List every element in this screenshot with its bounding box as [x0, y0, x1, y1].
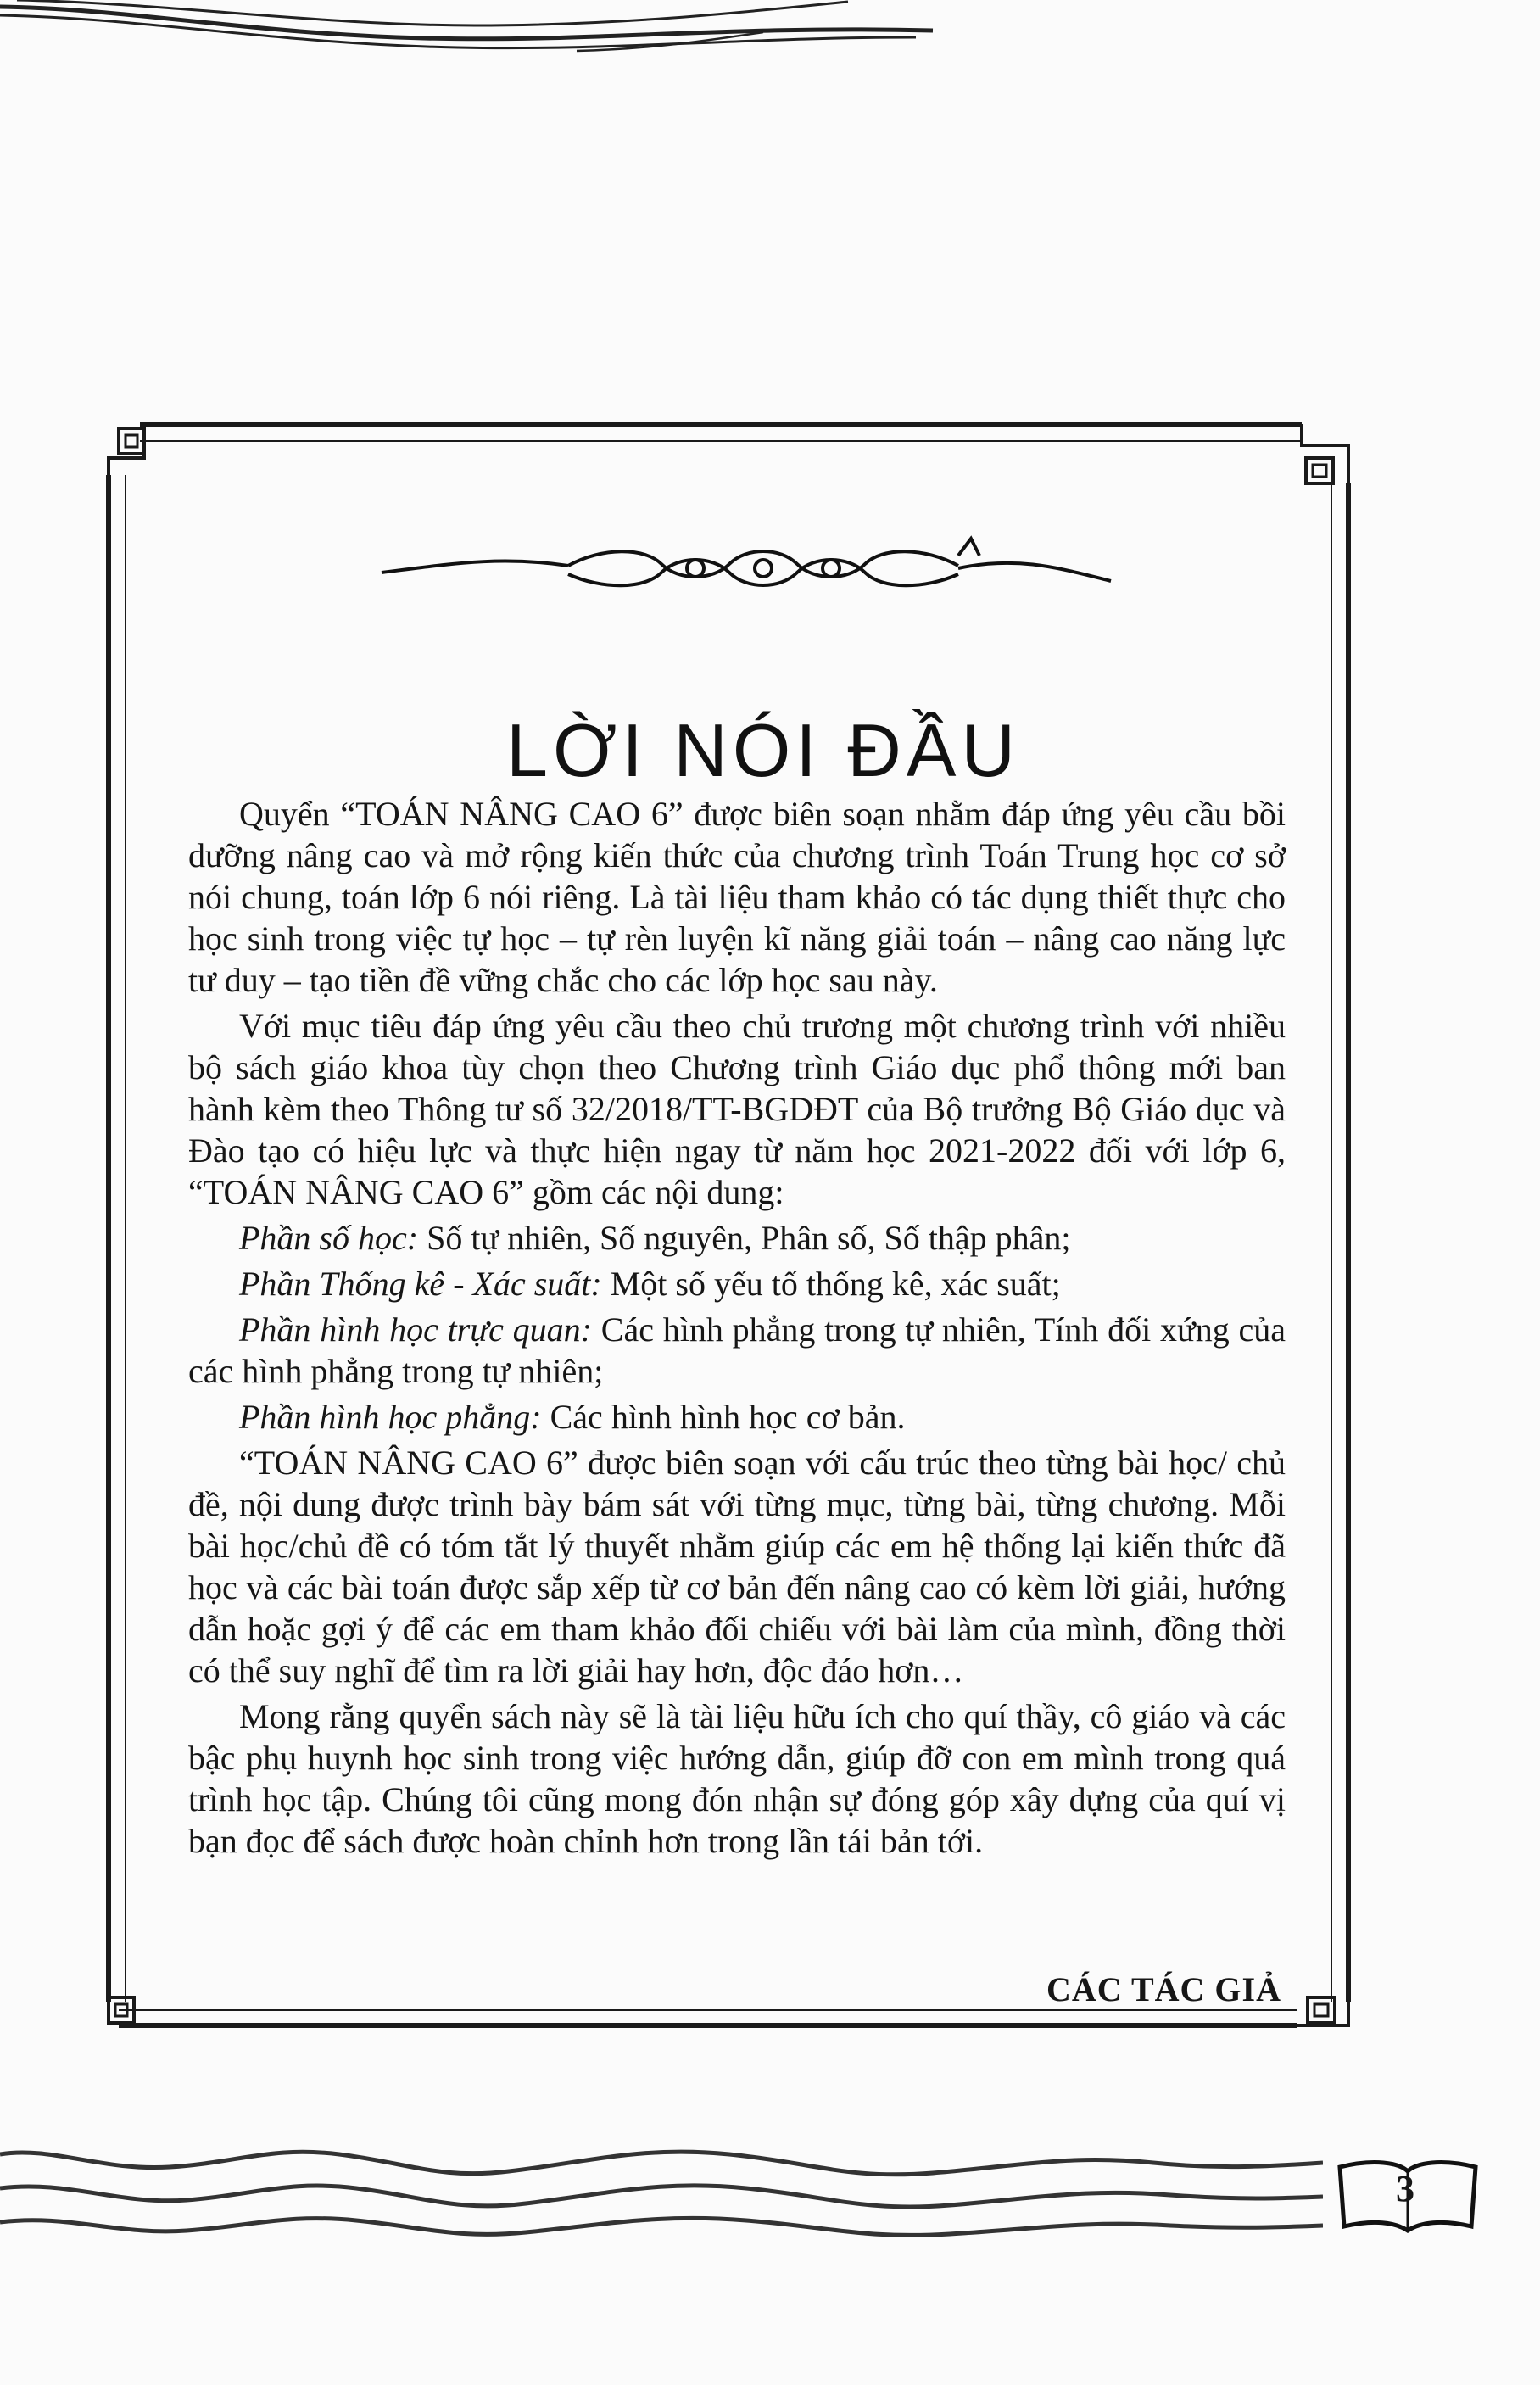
paragraph-structure: “TOÁN NÂNG CAO 6” được biên soạn với cấu trúc theo từng bài học/ chủ đề, nội dung được trình bày bám sát với từng mục, từng bài, từng chương. Mỗi bài học/chủ đề có tóm tắt lý thuyết nhằm giúp các em hệ thống lại kiến thức đã học và các bài toán được sắp xếp từ cơ bản đến nâng cao có kèm lời giải, hướng dẫn hoặc gợi ý để các em tham khảo đối chiếu với bài làm của mình, đồng thời có thể suy nghĩ để tìm ra lời giải hay hơn, độc đáo hơn…	[188, 1444, 1286, 1690]
content-item-label: Phần hình học trực quan:	[239, 1310, 592, 1349]
content-item-text: Số tự nhiên, Số nguyên, Phân số, Số thập phân;	[427, 1219, 1071, 1257]
content-item-visual-geometry	[188, 1309, 1286, 1392]
page-title: LỜI NÓI ĐẦU	[506, 707, 1020, 792]
content-item-label: Phần Thống kê - Xác suất:	[239, 1265, 602, 1303]
content-item-text: Các hình hình học cơ bản.	[550, 1398, 906, 1436]
paragraph-objectives: Với mục tiêu đáp ứng yêu cầu theo chủ trương một chương trình với nhiều bộ sách giáo khoa tùy chọn theo Chương trình Giáo dục phổ thông mới ban hành kèm theo Thông tư số 32/2018/TT-BGDĐT của Bộ trưởng Bộ Giáo dục và Đào tạo có hiệu lực và thực hiện ngay từ năm học 2021-2022 đối với lớp 6, “TOÁN NÂNG CAO 6” gồm các nội dung:	[188, 1007, 1286, 1211]
preface-body	[188, 793, 1286, 1866]
paragraph-closing: Mong rằng quyển sách này sẽ là tài liệu hữu ích cho quí thầy, cô giáo và các bậc phụ huynh học sinh trong việc hướng dẫn, giúp đỡ con em mình trong quá trình học tập. Chúng tôi cũng mong đón nhận sự đóng góp xây dựng của quí vị bạn đọc để sách được hoàn chỉnh hơn trong lần tái bản tới.	[188, 1697, 1286, 1860]
content-item-label: Phần số học:	[239, 1219, 419, 1257]
heading-ornament	[373, 522, 1119, 606]
bottom-wave-ornament	[0, 2129, 1323, 2248]
content-item-text: Một số yếu tố thống kê, xác suất;	[610, 1265, 1061, 1303]
content-item-plane-geometry	[188, 1396, 1286, 1438]
content-item-statistics	[188, 1263, 1286, 1304]
content-item-arithmetic	[188, 1217, 1286, 1259]
content-item-text: Các hình phẳng trong tự nhiên, Tính đối xứng của các hình phẳng trong tự nhiên;	[188, 1310, 1286, 1390]
paragraph-intro: Quyển “TOÁN NÂNG CAO 6” được biên soạn nhằm đáp ứng yêu cầu bồi dưỡng nâng cao và mở rộng kiến thức của chương trình Toán Trung học cơ sở nói chung, toán lớp 6 nói riêng. Là tài liệu tham khảo có tác dụng thiết thực cho học sinh trong việc tự học – tự rèn luyện kĩ năng giải toán – nâng cao năng lực tư duy – tạo tiền đề vững chắc cho các lớp học sau này.	[188, 795, 1286, 999]
page-number: 3	[1396, 2168, 1414, 2209]
content-item-label: Phần hình học phẳng:	[239, 1398, 542, 1436]
authors-signature: CÁC TÁC GIẢ	[1046, 1970, 1281, 2008]
